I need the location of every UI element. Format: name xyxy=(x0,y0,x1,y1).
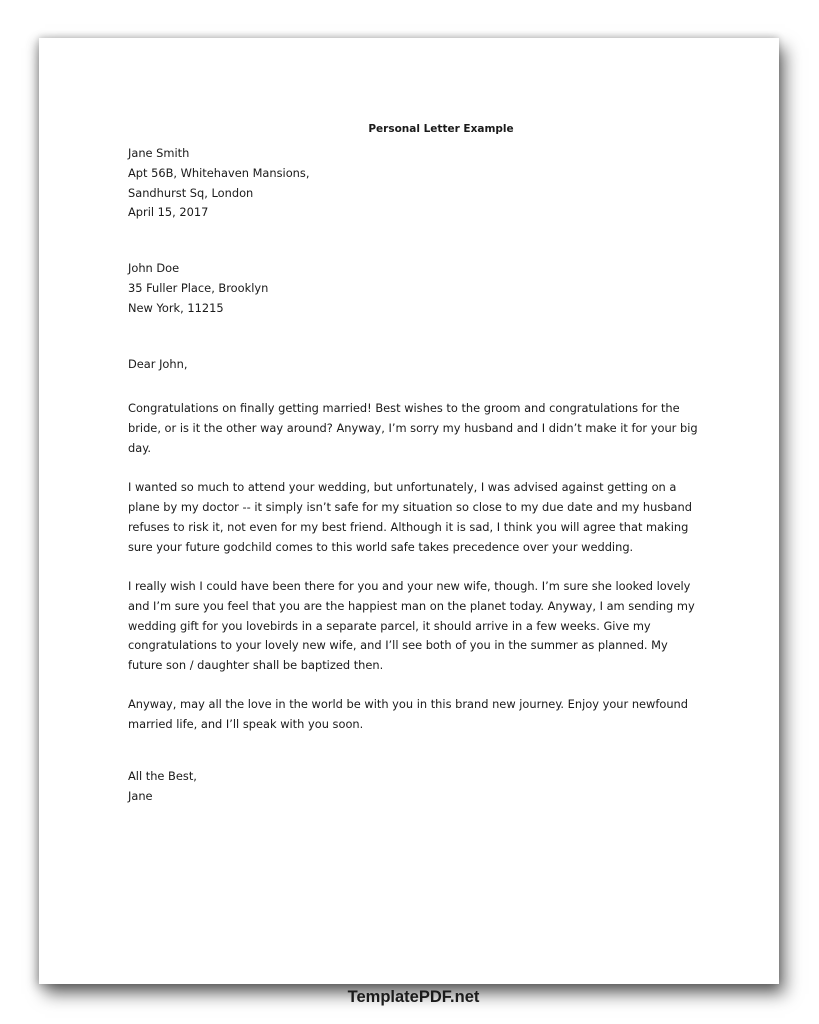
signature: Jane xyxy=(128,788,153,803)
paragraph-4 xyxy=(128,695,718,735)
paragraph-line: I really wish I could have been there for you and your new wife, though. I’m sure she looked lovely xyxy=(128,578,691,593)
paragraph-line: refuses to risk it, not even for my best friend. Although it is sad, I think you will agree that making xyxy=(128,519,689,534)
closing: All the Best, xyxy=(128,769,197,784)
salutation: Dear John, xyxy=(128,356,188,371)
paragraph-line: married life, and I’ll speak with you soon. xyxy=(128,717,364,732)
recipient-address-line-2: New York, 11215 xyxy=(128,300,224,315)
recipient-block xyxy=(128,259,718,318)
paragraph-line: I wanted so much to attend your wedding, but unfortunately, I was advised against getting on a xyxy=(128,480,677,495)
paragraph-3 xyxy=(128,577,718,676)
letter-content xyxy=(128,122,718,807)
sender-address-line-1: Apt 56B, Whitehaven Mansions, xyxy=(128,165,310,180)
paragraph-line: future son / daughter shall be baptized then. xyxy=(128,658,384,673)
paragraph-line: Congratulations on finally getting married! Best wishes to the groom and congratulations for the xyxy=(128,401,680,416)
letter-page xyxy=(39,38,779,984)
paragraph-1 xyxy=(128,399,718,458)
recipient-address-line-1: 35 Fuller Place, Brooklyn xyxy=(128,280,269,295)
paragraph-line: Anyway, may all the love in the world be with you in this brand new journey. Enjoy your newfound xyxy=(128,697,689,712)
document-title: Personal Letter Example xyxy=(368,123,514,135)
closing-block xyxy=(128,767,718,807)
sender-block xyxy=(128,144,718,223)
paragraph-line: sure your future godchild comes to this world safe takes precedence over your wedding. xyxy=(128,539,634,554)
paragraph-line: and I’m sure you feel that you are the happiest man on the planet today. Anyway, I am sending my xyxy=(128,598,695,613)
sender-name: Jane Smith xyxy=(128,146,190,160)
site-watermark: TemplatePDF.net xyxy=(347,988,480,1006)
paragraph-line: bride, or is it the other way around? Anyway, I’m sorry my husband and I didn’t make it for your big xyxy=(128,421,698,436)
paragraph-line: congratulations to your lovely new wife, and I’ll see both of you in the summer as planned. My xyxy=(128,638,668,653)
letter-date: April 15, 2017 xyxy=(128,205,209,220)
paragraph-line: plane by my doctor -- it simply isn’t safe for my situation so close to my due date and my husband xyxy=(128,500,692,515)
paragraph-2 xyxy=(128,478,718,557)
paragraph-line: day. xyxy=(128,440,151,455)
sender-address-line-2: Sandhurst Sq, London xyxy=(128,185,254,200)
paragraph-line: wedding gift for you lovebirds in a separate parcel, it should arrive in a few weeks. Give my xyxy=(128,618,651,633)
recipient-name: John Doe xyxy=(128,261,180,276)
